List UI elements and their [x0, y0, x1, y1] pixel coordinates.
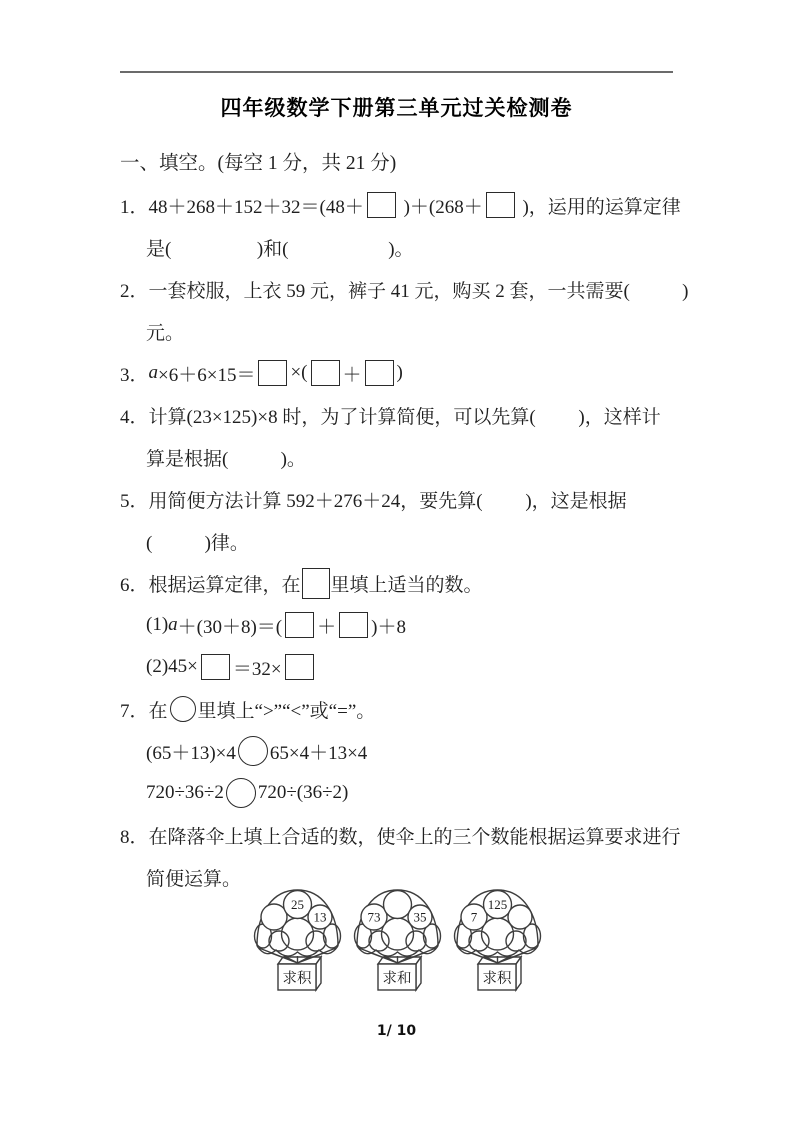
answer-box: [486, 192, 515, 218]
load-label: 求积: [282, 971, 312, 987]
questions-area: [120, 184, 720, 898]
question-1-line-1: [120, 184, 720, 226]
text-run: 5．用简便方法计算 592＋276＋24，要先算( )，这是根据: [120, 490, 627, 512]
question-2-line-1: [120, 268, 720, 310]
text-run: ＋: [342, 364, 362, 386]
text-run: 8．在降落伞上填上合适的数，使伞上的三个数能根据运算要求进行: [120, 826, 681, 848]
bubble-value: 73: [367, 909, 381, 925]
number-bubbles: [361, 891, 432, 931]
bubble-value: 25: [291, 897, 304, 912]
bubble-value: 13: [313, 909, 327, 925]
parachute-figure-1: [249, 884, 346, 996]
question-4-line-2: [146, 436, 720, 478]
answer-box: [285, 654, 314, 680]
question-6-line-1: [120, 562, 720, 604]
text-run: )＋(268＋: [398, 196, 483, 218]
text-run: 是( )和( )。: [146, 238, 414, 260]
text-run: 简便运算。: [146, 868, 242, 890]
number-bubbles: [261, 891, 332, 931]
text-run: 算是根据( )。: [146, 448, 306, 470]
text-run: 720÷36÷2: [146, 782, 224, 803]
answer-box: [311, 360, 340, 386]
answer-box: [285, 612, 314, 638]
bubble-left: [261, 904, 287, 930]
answer-box: [302, 568, 330, 599]
text-run: ( )律。: [146, 532, 249, 554]
question-7-line-1: [120, 688, 720, 730]
header-rule: [120, 71, 673, 73]
answer-box: [201, 654, 230, 680]
text-run: 里填上适当的数。: [330, 574, 483, 596]
text-run: (65＋13)×4: [146, 742, 236, 764]
text-run: ×6＋6×15＝: [158, 364, 256, 386]
text-run: 元。: [146, 322, 185, 344]
text-run: 1．48＋268＋152＋32＝(48＋: [120, 196, 364, 218]
text-run: 6．根据运算定律，在: [120, 574, 301, 596]
page-number: 1/ 10: [376, 1023, 417, 1039]
bubble-value: 125: [487, 897, 508, 912]
compare-circle: [170, 696, 196, 722]
text-run: ＋(30＋8)＝(: [177, 616, 283, 638]
answer-box: [367, 192, 396, 218]
question-5-line-1: [120, 478, 720, 520]
load-label: 求积: [482, 971, 512, 987]
question-7-compare-1: [146, 730, 720, 772]
question-3-line-1: [120, 352, 720, 394]
question-4-line-1: [120, 394, 720, 436]
text-run: ＝32×: [232, 658, 282, 680]
text-run: 4．计算(23×125)×8 时，为了计算简便，可以先算( )，这样计: [120, 406, 661, 428]
answer-box: [339, 612, 368, 638]
answer-box: [258, 360, 287, 386]
text-run: (1): [146, 614, 169, 635]
text-run: 720÷(36÷2): [257, 782, 349, 803]
parachute-figures: [249, 884, 546, 996]
question-6-subitem-1: [146, 604, 720, 646]
question-2-line-2: [146, 310, 720, 352]
text-run: 65×4＋13×4: [269, 742, 368, 764]
text-run: ×(: [290, 362, 308, 383]
compare-circle: [238, 736, 268, 766]
text-run: )，运用的运算定律: [517, 196, 681, 218]
text-run: 3．: [120, 364, 149, 386]
section-heading: 一、填空。(每空 1 分，共 21 分): [120, 153, 397, 174]
number-bubbles: [461, 891, 532, 931]
parachute-figure-3: [449, 884, 546, 996]
text-run: ): [396, 362, 403, 383]
question-7-compare-2: [146, 772, 720, 814]
load-label: 求和: [382, 971, 412, 987]
bubble-middle: [384, 891, 412, 919]
question-6-subitem-2: [146, 646, 720, 688]
text-run: ＋: [317, 616, 337, 638]
question-1-line-2: [146, 226, 720, 268]
bubble-value: 35: [413, 909, 427, 925]
bubble-value: 7: [470, 909, 478, 925]
question-5-line-2: [146, 520, 720, 562]
answer-box: [365, 360, 394, 386]
text-run: a: [148, 362, 159, 383]
page-title: 四年级数学下册第三单元过关检测卷: [220, 97, 573, 120]
text-run: (2)45×: [146, 656, 198, 677]
text-run: )＋8: [371, 616, 406, 638]
parachute-figure-2: [349, 884, 446, 996]
text-run: 7．在: [120, 700, 168, 722]
text-run: 2．一套校服，上衣 59 元，裤子 41 元，购买 2 套，一共需要( ): [120, 280, 689, 302]
text-run: a: [168, 614, 178, 635]
compare-circle: [226, 778, 256, 808]
question-8-line-1: [120, 814, 720, 856]
bubble-right: [508, 905, 532, 929]
text-run: 里填上“>”“<”或“=”。: [197, 700, 376, 722]
